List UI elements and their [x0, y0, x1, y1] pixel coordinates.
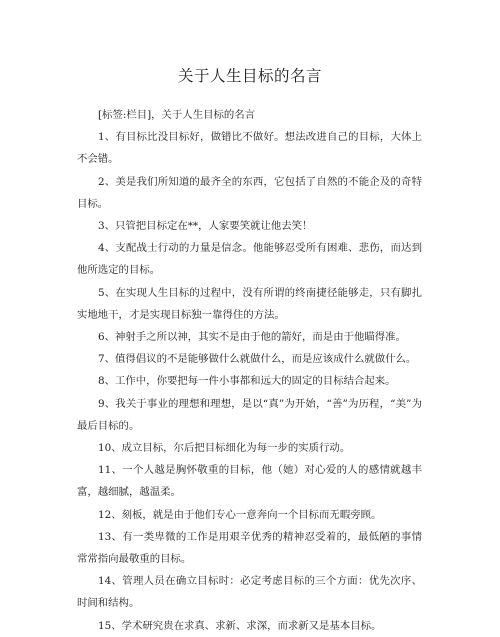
- tag-line: [标签:栏目]，关于人生目标的名言: [98, 109, 256, 121]
- document-title: 关于人生目标的名言: [177, 67, 322, 85]
- quote-item: 7、值得倡议的不是能够做什么就做什么，而是应该成什么就做什么。: [98, 353, 417, 366]
- quote-item: 3、只管把目标定在**，人家要笑就让他去笑！: [98, 220, 313, 233]
- quote-item: 14、管理人员在确立目标时：必定考虑目标的三个方面：优先次序、时间和结构。: [77, 575, 422, 610]
- quote-item: 6、神射手之所以神，其实不是由于他的箭好，而是由于他瞄得准。: [98, 331, 406, 344]
- quote-item: 15、学术研究贵在求真、求新、求深，而求新又是基本目标。: [98, 619, 382, 632]
- quote-item: 13、有一类卑微的工作是用艰辛优秀的精神忍受着的，最低陋的事情常常指向最敬重的目标。: [77, 530, 422, 566]
- quote-item: 10、成立目标，尔后把目标细化为每一步的实质行动。: [98, 442, 351, 455]
- document-body: [77, 104, 422, 637]
- quote-item: 5、在实现人生目标的过程中，没有所谓的终南捷径能够走，只有脚扎实地地干，才是实现目标独一靠得住的方法。: [77, 286, 422, 321]
- quote-item: 11、一个人越是胸怀敬重的目标，他（她）对心爱的人的感情就越丰富，越细腻，越温柔。: [77, 464, 422, 499]
- quote-item: 9、我关于事业的理想和理想，是以“真”为开始，“善”为历程，“美”为最后目标的。: [77, 397, 422, 432]
- quote-item: 2、美是我们所知道的最齐全的东西，它包括了自然的不能企及的奇特目标。: [77, 175, 422, 210]
- quote-item: 1、有目标比没目标好，做错比不做好。想法改进自己的目标，大体上不会错。: [77, 131, 422, 166]
- quote-item: 4、支配战士行动的力量是信念。他能够忍受所有困难、悲伤，而达到他所选定的目标。: [77, 242, 422, 277]
- quote-item: 8、工作中，你要把每一件小事都和远大的固定的目标结合起来。: [98, 375, 396, 388]
- quote-item: 12、刻板，就是由于他们专心一意奔向一个目标而无暇旁顾。: [98, 508, 382, 521]
